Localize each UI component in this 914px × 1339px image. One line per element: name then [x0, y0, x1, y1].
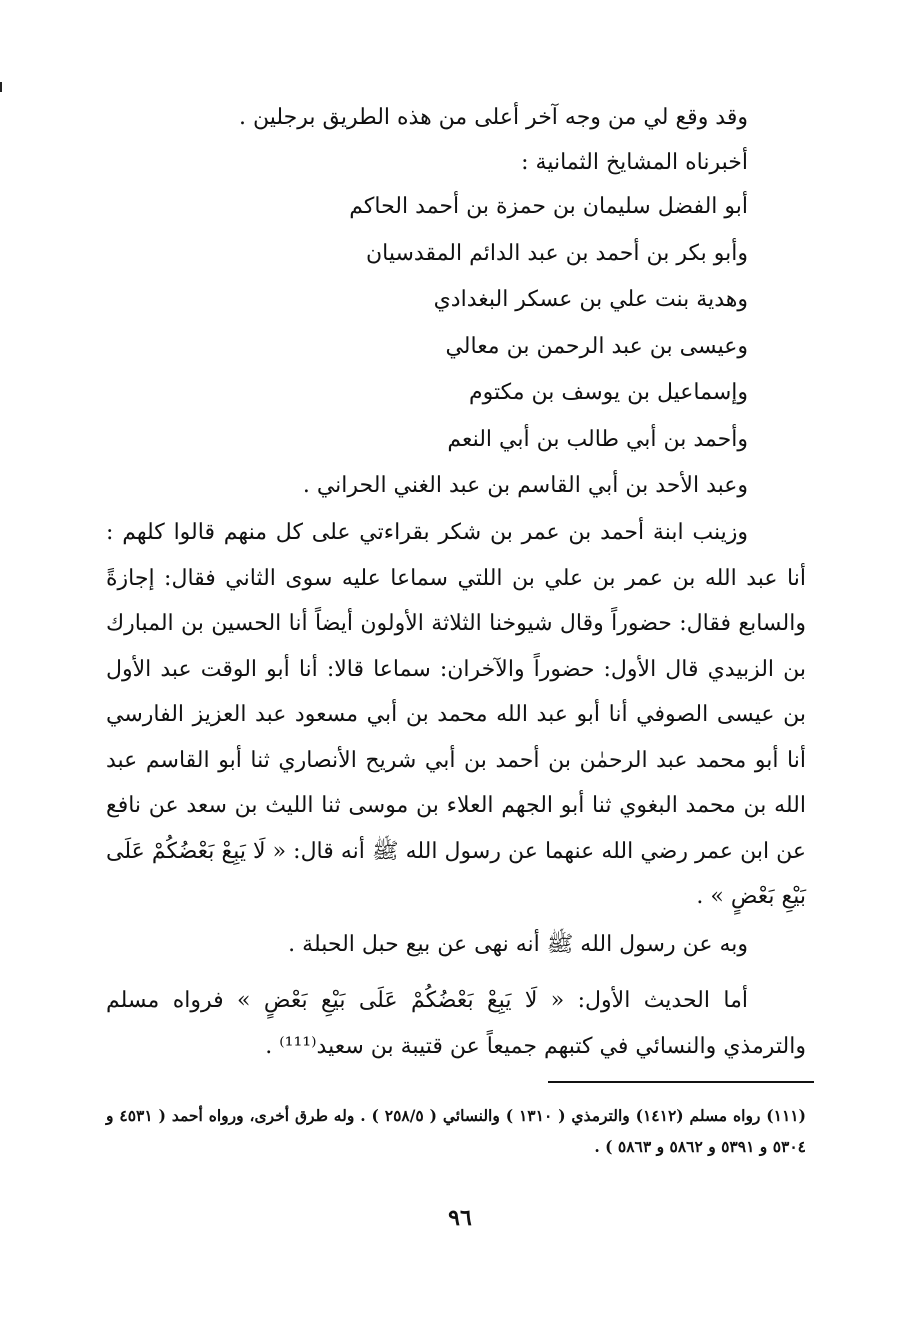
narrators-list [108, 192, 748, 518]
footnote-separator [548, 1081, 814, 1083]
intro-block [108, 103, 748, 193]
narrator-name: وأحمد بن أبي طالب بن أبي النعم [447, 426, 748, 452]
isnad-paragraph: وزينب ابنة أحمد بن عمر بن شكر بقراءتي على كل منهم قالوا كلهم : أنا عبد الله بن عمر بن علي بن اللتي سماعا عليه سوى الثاني فقال: إجازةً والسابع فقال: حضوراً وقال شيوخنا الثلاثة الأولون أيضاً أنا الحسين بن المبارك بن الزبيدي قال الأول: حضوراً والآخران: سماعا قالا: أنا أبو الوقت عبد الأول بن عيسى الصوفي أنا أبو عبد الله محمد بن أبي مسعود عبد العزيز الفارسي أنا أبو محمد عبد الرحمٰن بن أحمد بن أبي شريح الأنصاري ثنا أبو القاسم عبد الله بن محمد البغوي ثنا أبو الجهم العلاء بن موسى ثنا الليث بن سعد عن نافع عن ابن عمر رضي الله عنهما عن رسول الله ﷺ أنه قال: « لَا يَبِعْ بَعْضُكُمْ عَلَى بَيْعِ بَعْضٍ » . [106, 520, 806, 909]
narrator-name: وهدية بنت علي بن عسكر البغدادي [433, 287, 748, 312]
page-number: ٩٦ [448, 1205, 472, 1231]
narrator-name: وعبد الأحد بن أبي القاسم بن عبد الغني الحراني . [302, 473, 748, 498]
narrator-name: وعيسى بن عبد الرحمن بن معالي [445, 333, 748, 359]
footnote: (١١١) رواه مسلم (١٤١٢) والترمذي ( ١٣١٠ ) والنسائي ( ٢٥٨/٥ ) . وله طرق أخرى، ورواه أحمد ( ٤٥٣١ و ٥٣٠٤ و ٥٣٩١ و ٥٨٦٢ و ٥٨٦٣ ) . [106, 1106, 806, 1156]
scan-margin-mark [0, 82, 2, 92]
takhrij-paragraph: أما الحديث الأول: « لَا يَبِعْ بَعْضُكُمْ عَلَى بَيْعِ بَعْضٍ » فرواه مسلم والترمذي والنسائي في كتبهم جميعاً عن قتيبة بن سعيد⁽¹¹¹⁾ . [106, 988, 806, 1059]
second-hadith-paragraph: وبه عن رسول الله ﷺ أنه نهى عن بيع حبل الحبلة . [288, 932, 748, 957]
intro-line: أخبرناه المشايخ الثمانية : [521, 150, 748, 175]
intro-line: وقد وقع لي من وجه آخر أعلى من هذه الطريق برجلين . [239, 105, 748, 130]
narrator-name: وإسماعيل بن يوسف بن مكتوم [469, 380, 748, 405]
narrator-name: أبو الفضل سليمان بن حمزة بن أحمد الحاكم [349, 194, 748, 219]
narrator-name: وأبو بكر بن أحمد بن عبد الدائم المقدسيان [365, 240, 748, 266]
